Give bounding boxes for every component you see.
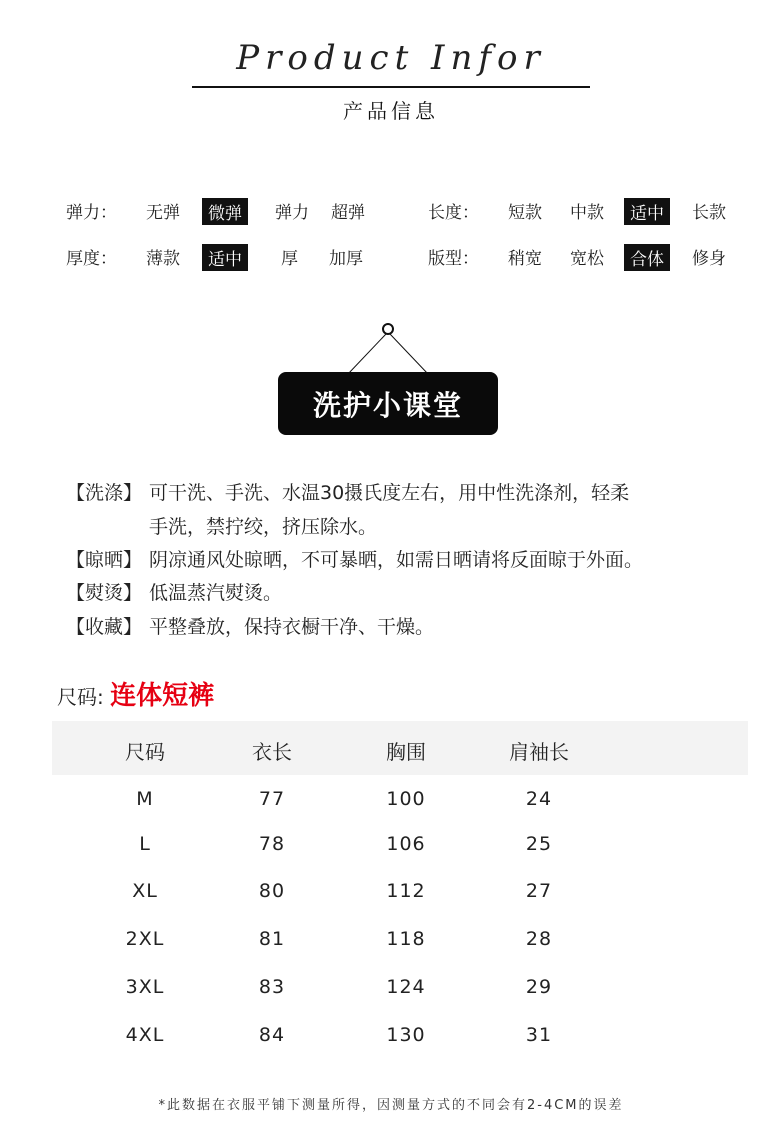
length-option-selected: 适中: [624, 198, 670, 225]
fit-option: 宽松: [570, 249, 604, 269]
elasticity-option: 弹力: [275, 203, 309, 223]
elasticity-option: 超弹: [331, 203, 365, 223]
thickness-option-selected: 适中: [202, 244, 248, 271]
table-cell-sleeve: 28: [525, 928, 553, 950]
table-cell-size: M: [136, 788, 154, 810]
table-header-chest: 胸围: [386, 740, 426, 764]
table-cell-size: 4XL: [125, 1024, 165, 1046]
table-cell-chest: 106: [386, 833, 426, 855]
care-text-dry: 阴凉通风处晾晒，不可暴晒，如需日晒请将反面晾于外面。: [149, 549, 644, 571]
care-item-store: [66, 612, 766, 636]
table-cell-length: 80: [258, 880, 286, 902]
table-cell-length: 83: [258, 976, 286, 998]
thickness-option: 薄款: [146, 249, 180, 269]
table-cell-chest: 130: [386, 1024, 426, 1046]
thickness-option: 厚: [281, 249, 298, 269]
table-cell-chest: 112: [386, 880, 426, 902]
care-item-wash: [66, 478, 766, 502]
table-cell-sleeve: 24: [525, 788, 553, 810]
size-label: 尺码:: [57, 685, 104, 709]
title-divider: [192, 86, 590, 88]
thickness-label: 厚度：: [66, 249, 117, 269]
hanging-string-icon: [340, 320, 440, 376]
elasticity-label: 弹力：: [66, 203, 117, 223]
table-cell-sleeve: 29: [525, 976, 553, 998]
length-option: 长款: [692, 203, 726, 223]
care-text-store: 平整叠放，保持衣橱干净、干燥。: [149, 616, 435, 638]
table-cell-length: 78: [258, 833, 286, 855]
length-option: 短款: [508, 203, 542, 223]
care-label-store: 【收藏】: [66, 616, 143, 638]
measurement-note: *此数据在衣服平铺下测量所得，因测量方式的不同会有2-4CM的误差: [158, 1098, 624, 1113]
table-cell-length: 84: [258, 1024, 286, 1046]
care-label-dry: 【晾晒】: [66, 549, 143, 571]
table-cell-length: 81: [258, 928, 286, 950]
script-title: Product Infor: [236, 38, 546, 78]
thickness-option: 加厚: [329, 249, 363, 269]
product-name: 连体短裤: [110, 681, 215, 711]
fit-option: 修身: [692, 249, 726, 269]
table-cell-size: XL: [132, 880, 158, 902]
care-text-iron: 低温蒸汽熨烫。: [149, 582, 283, 604]
care-label-iron: 【熨烫】: [66, 582, 143, 604]
table-cell-size: 2XL: [125, 928, 165, 950]
fit-label: 版型：: [428, 249, 479, 269]
table-header-size: 尺码: [125, 740, 165, 764]
care-item-wash-cont: [66, 512, 766, 536]
care-item-iron: [66, 578, 766, 602]
page-title: 产品信息: [343, 99, 439, 123]
care-item-dry: [66, 545, 766, 569]
table-cell-chest: 100: [386, 788, 426, 810]
size-heading: [57, 675, 214, 712]
care-title: 洗护小课堂: [312, 388, 463, 422]
care-text-wash-line2: 手洗，禁拧绞，挤压除水。: [149, 516, 378, 538]
table-cell-chest: 118: [386, 928, 426, 950]
table-header-length: 衣长: [252, 740, 292, 764]
table-cell-chest: 124: [386, 976, 426, 998]
length-option: 中款: [570, 203, 604, 223]
table-cell-sleeve: 27: [525, 880, 553, 902]
table-cell-length: 77: [258, 788, 286, 810]
table-cell-sleeve: 31: [525, 1024, 553, 1046]
care-text-wash: 可干洗、手洗、水温30摄氏度左右，用中性洗涤剂，轻柔: [149, 482, 630, 504]
care-label-wash: 【洗涤】: [66, 482, 143, 504]
fit-option: 稍宽: [508, 249, 542, 269]
table-cell-sleeve: 25: [525, 833, 553, 855]
fit-option-selected: 合体: [624, 244, 670, 271]
attr-row-1: [0, 198, 782, 222]
elasticity-option: 无弹: [146, 203, 180, 223]
attr-row-2: [0, 244, 782, 268]
care-title-sign: [278, 372, 498, 435]
table-cell-size: L: [139, 833, 151, 855]
table-header-sleeve: 肩袖长: [509, 740, 569, 764]
length-label: 长度：: [428, 203, 479, 223]
table-cell-size: 3XL: [125, 976, 165, 998]
elasticity-option-selected: 微弹: [202, 198, 248, 225]
